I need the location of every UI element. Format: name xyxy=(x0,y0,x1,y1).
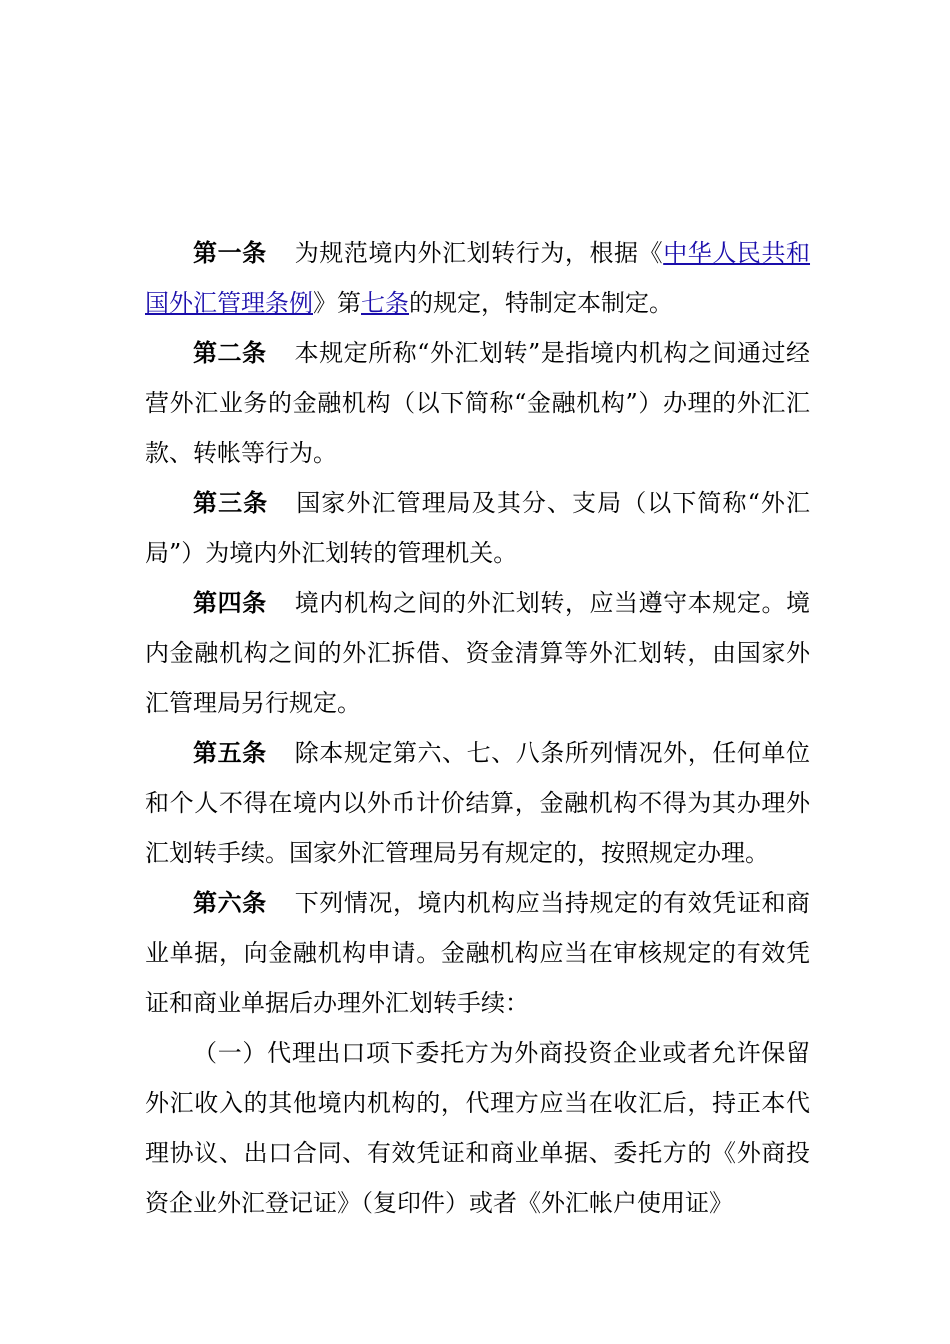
regulation-link[interactable]: 中华人民共和国外汇管理条例 xyxy=(145,239,811,317)
article-5-label: 第五条 xyxy=(193,739,267,767)
article-5 xyxy=(145,728,810,878)
article-6-label: 第六条 xyxy=(193,889,267,917)
article-4-label: 第四条 xyxy=(193,589,267,617)
article-4 xyxy=(145,578,810,728)
document-body xyxy=(145,228,810,1228)
article-6 xyxy=(145,878,810,1028)
article-6-item-1 xyxy=(145,1028,810,1228)
article-3 xyxy=(145,478,810,578)
article-1 xyxy=(145,228,810,328)
article-seven-link[interactable]: 七条 xyxy=(361,289,409,317)
article-5-text: 除本规定第六、七、八条所列情况外，任何单位和个人不得在境内以外币计价结算，金融机构不得为其办理外汇划转手续。国家外汇管理局另有规定的，按照规定办理。 xyxy=(145,739,811,867)
article-1-text-middle: 》第 xyxy=(313,289,361,317)
article-1-text-before: 为规范境内外汇划转行为，根据《 xyxy=(294,239,664,267)
article-2-text: 本规定所称“外汇划转”是指境内机构之间通过经营外汇业务的金融机构（以下简称“金融机构”）办理的外汇汇款、转帐等行为。 xyxy=(145,339,810,467)
article-2 xyxy=(145,328,810,478)
article-3-text: 国家外汇管理局及其分、支局（以下简称“外汇局”）为境内外汇划转的管理机关。 xyxy=(145,489,810,567)
article-2-label: 第二条 xyxy=(193,339,267,367)
article-1-label: 第一条 xyxy=(193,239,267,267)
article-6-item-1-text: （一）代理出口项下委托方为外商投资企业或者允许保留外汇收入的其他境内机构的，代理方应当在收汇后，持正本代理协议、出口合同、有效凭证和商业单据、委托方的《外商投资企业外汇登记证》（复印件）或者《外汇帐户使用证》 xyxy=(145,1039,810,1217)
article-3-label: 第三条 xyxy=(193,489,269,517)
article-6-text: 下列情况，境内机构应当持规定的有效凭证和商业单据，向金融机构申请。金融机构应当在审核规定的有效凭证和商业单据后办理外汇划转手续： xyxy=(145,889,811,1017)
article-1-text-after: 的规定，特制定本制定。 xyxy=(409,289,673,317)
article-4-text: 境内机构之间的外汇划转，应当遵守本规定。境内金融机构之间的外汇拆借、资金清算等外汇划转，由国家外汇管理局另行规定。 xyxy=(145,589,811,717)
